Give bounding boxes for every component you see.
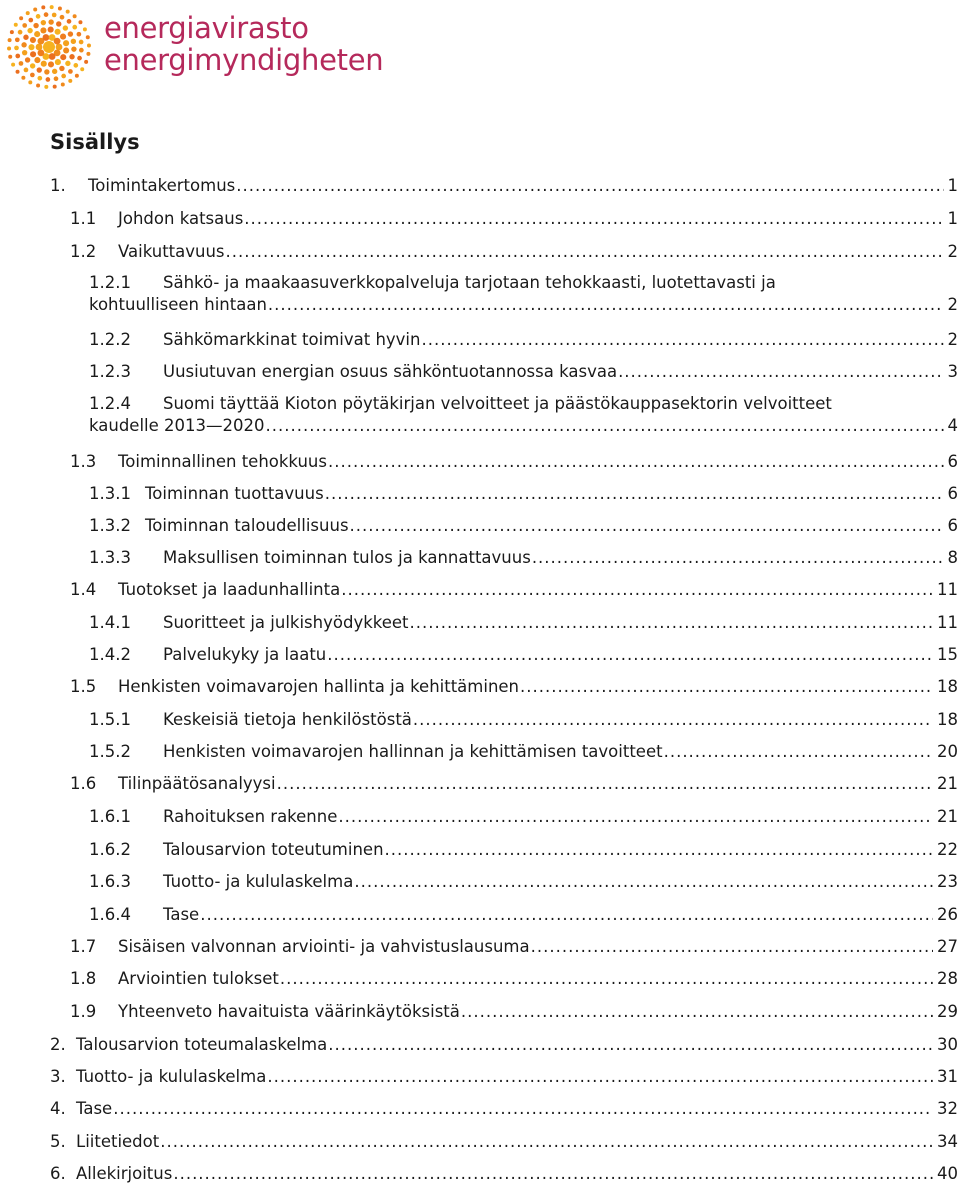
dot-leader bbox=[350, 515, 944, 537]
page-title: Sisällys bbox=[50, 130, 140, 154]
logo-line-1: energiavirasto bbox=[104, 11, 309, 45]
toc-entry-number: 3. bbox=[50, 1067, 66, 1086]
toc-entry[interactable] bbox=[50, 1131, 958, 1153]
dot-leader bbox=[410, 612, 933, 634]
toc-entry-page: 22 bbox=[937, 840, 958, 859]
dot-leader bbox=[385, 839, 933, 861]
toc-entry-page: 15 bbox=[937, 645, 958, 664]
toc-entry[interactable] bbox=[89, 709, 958, 731]
dot-leader bbox=[328, 451, 944, 473]
toc-entry-number: 1.3.1 bbox=[89, 484, 131, 503]
toc-entry[interactable] bbox=[89, 547, 958, 569]
toc-entry-number: 6. bbox=[50, 1164, 66, 1183]
toc-entry-number: 2. bbox=[50, 1035, 66, 1054]
toc-entry-continuation bbox=[89, 415, 958, 437]
toc-entry-page: 27 bbox=[937, 937, 958, 956]
dot-leader bbox=[244, 208, 943, 230]
toc-entry-title: Tase bbox=[76, 1099, 113, 1118]
toc-entry-number: 1.6.4 bbox=[89, 905, 131, 924]
toc-entry[interactable] bbox=[50, 1098, 958, 1120]
toc-entry-title: Henkisten voimavarojen hallinnan ja kehittämisen tavoitteet bbox=[163, 742, 663, 761]
toc-entry[interactable] bbox=[89, 806, 958, 828]
dot-leader bbox=[338, 806, 933, 828]
toc-entry-title: Sisäisen valvonnan arviointi- ja vahvistuslausuma bbox=[118, 937, 530, 956]
sun-icon bbox=[6, 4, 92, 90]
toc-entry-title: Palvelukyky ja laatu bbox=[163, 645, 327, 664]
toc-entry-page: 21 bbox=[937, 774, 958, 793]
toc-entry-title: Suoritteet ja julkishyödykkeet bbox=[163, 613, 409, 632]
toc-entry[interactable] bbox=[89, 515, 958, 537]
toc-entry-number: 1.5.2 bbox=[89, 742, 131, 761]
dot-leader bbox=[268, 294, 944, 316]
toc-entry[interactable] bbox=[89, 644, 958, 666]
toc-entry-number: 1.5.1 bbox=[89, 710, 131, 729]
toc-entry-number: 1.8 bbox=[70, 969, 97, 988]
toc-entry-number: 1.5 bbox=[70, 677, 97, 696]
toc-entry-title: Sähkö- ja maakaasuverkkopalveluja tarjotaan tehokkaasti, luotettavasti ja bbox=[163, 273, 776, 292]
dot-leader bbox=[173, 1163, 933, 1185]
toc-entry[interactable] bbox=[70, 1001, 958, 1023]
toc-entry-title: Yhteenveto havaituista väärinkäytöksistä bbox=[118, 1002, 460, 1021]
toc-entry-page: 2 bbox=[947, 295, 958, 314]
toc-entry-number: 1.2 bbox=[70, 242, 97, 261]
toc-entry-number: 1.9 bbox=[70, 1002, 97, 1021]
toc-entry-number: 1.2.2 bbox=[89, 330, 131, 349]
dot-leader bbox=[267, 1066, 933, 1088]
dot-leader bbox=[461, 1001, 933, 1023]
toc-entry-page: 34 bbox=[937, 1132, 958, 1151]
toc-entry[interactable] bbox=[70, 676, 958, 698]
toc-entry-page: 26 bbox=[937, 905, 958, 924]
toc-entry-page: 1 bbox=[947, 176, 958, 195]
toc-entry-number: 1.2.1 bbox=[89, 273, 131, 292]
toc-entry-line bbox=[89, 272, 958, 294]
toc-entry-title: Suomi täyttää Kioton pöytäkirjan velvoitteet ja päästökauppasektorin velvoitteet bbox=[163, 394, 832, 413]
toc-entry[interactable] bbox=[70, 579, 958, 601]
dot-leader bbox=[327, 644, 933, 666]
dot-leader bbox=[236, 175, 943, 197]
toc-entry[interactable] bbox=[70, 936, 958, 958]
dot-leader bbox=[277, 773, 933, 795]
toc-entry-continuation bbox=[89, 294, 958, 316]
toc-entry-title: Keskeisiä tietoja henkilöstöstä bbox=[163, 710, 412, 729]
toc-entry-page: 18 bbox=[937, 710, 958, 729]
toc-entry[interactable] bbox=[50, 1066, 958, 1088]
toc-entry-number: 1.3.3 bbox=[89, 548, 131, 567]
toc-entry-page: 40 bbox=[937, 1164, 958, 1183]
toc-entry-line bbox=[89, 393, 958, 415]
toc-entry-title: Tilinpäätösanalyysi bbox=[118, 774, 276, 793]
toc-entry-page: 21 bbox=[937, 807, 958, 826]
dot-leader bbox=[520, 676, 933, 698]
toc-entry-title: Arviointien tulokset bbox=[118, 969, 279, 988]
dot-leader bbox=[421, 329, 943, 351]
toc-entry-page: 6 bbox=[947, 452, 958, 471]
dot-leader bbox=[325, 483, 944, 505]
toc-entry-number: 1.6.2 bbox=[89, 840, 131, 859]
toc-entry-page: 23 bbox=[937, 872, 958, 891]
toc-entry-number: 4. bbox=[50, 1099, 66, 1118]
toc-entry-title: Tuotokset ja laadunhallinta bbox=[118, 580, 341, 599]
toc-entry-page: 30 bbox=[937, 1035, 958, 1054]
toc-entry-title-cont: kaudelle 2013—2020 bbox=[89, 416, 265, 435]
toc-entry-number: 1.4.1 bbox=[89, 613, 131, 632]
toc-entry-page: 6 bbox=[947, 516, 958, 535]
toc-entry-page: 1 bbox=[947, 209, 958, 228]
toc-entry-page: 6 bbox=[947, 484, 958, 503]
toc-entry[interactable] bbox=[89, 612, 958, 634]
toc-entry-number: 1.1 bbox=[70, 209, 97, 228]
toc-entry-page: 20 bbox=[937, 742, 958, 761]
toc-entry-title: Maksullisen toiminnan tulos ja kannattavuus bbox=[163, 548, 531, 567]
toc-entry-page: 11 bbox=[937, 613, 958, 632]
toc-entry-title: Johdon katsaus bbox=[118, 209, 244, 228]
toc-entry-title: Tase bbox=[163, 905, 200, 924]
toc-entry[interactable] bbox=[89, 904, 958, 926]
toc-entry[interactable] bbox=[70, 241, 958, 263]
toc-entry[interactable] bbox=[70, 208, 958, 230]
dot-leader bbox=[160, 1131, 933, 1153]
toc-entry-title: Tuotto- ja kululaskelma bbox=[163, 872, 354, 891]
toc-entry-page: 8 bbox=[947, 548, 958, 567]
header bbox=[6, 4, 426, 94]
dot-leader bbox=[664, 741, 933, 763]
toc-entry[interactable] bbox=[89, 393, 958, 437]
toc-entry[interactable] bbox=[70, 451, 958, 473]
toc-entry-number: 1.2.4 bbox=[89, 394, 131, 413]
logo-line-2: energimyndigheten bbox=[104, 43, 384, 77]
toc-entry-number: 1.4 bbox=[70, 580, 97, 599]
dot-leader bbox=[413, 709, 933, 731]
logo-wordmark bbox=[104, 12, 383, 76]
dot-leader bbox=[341, 579, 933, 601]
toc-entry[interactable] bbox=[89, 483, 958, 505]
toc-entry-page: 11 bbox=[937, 580, 958, 599]
toc-entry[interactable] bbox=[89, 741, 958, 763]
toc-entry[interactable] bbox=[50, 1034, 958, 1056]
toc-entry-page: 4 bbox=[947, 416, 958, 435]
toc-entry-title: Allekirjoitus bbox=[76, 1164, 173, 1183]
dot-leader bbox=[266, 415, 944, 437]
toc-entry[interactable] bbox=[70, 968, 958, 990]
toc-entry-number: 5. bbox=[50, 1132, 66, 1151]
toc-entry-page: 18 bbox=[937, 677, 958, 696]
dot-leader bbox=[328, 1034, 933, 1056]
dot-leader bbox=[113, 1098, 933, 1120]
toc-entry-title-cont: kohtuulliseen hintaan bbox=[89, 295, 267, 314]
toc-entry[interactable] bbox=[89, 871, 958, 893]
dot-leader bbox=[200, 904, 933, 926]
toc-entry-number: 1. bbox=[50, 176, 66, 195]
dot-leader bbox=[618, 361, 943, 383]
toc-entry-page: 31 bbox=[937, 1067, 958, 1086]
toc-entry-number: 1.2.3 bbox=[89, 362, 131, 381]
dot-leader bbox=[226, 241, 944, 263]
toc-entry-number: 1.6.1 bbox=[89, 807, 131, 826]
toc-entry-title: Rahoituksen rakenne bbox=[163, 807, 338, 826]
toc-entry[interactable] bbox=[89, 329, 958, 351]
toc-entry-title: Toimintakertomus bbox=[88, 176, 236, 195]
toc-entry[interactable] bbox=[50, 1163, 958, 1185]
toc-entry[interactable] bbox=[70, 773, 958, 795]
toc-entry-title: Talousarvion toteumalaskelma bbox=[76, 1035, 328, 1054]
toc-entry-title: Tuotto- ja kululaskelma bbox=[76, 1067, 267, 1086]
dot-leader bbox=[354, 871, 933, 893]
toc-entry-number: 1.7 bbox=[70, 937, 97, 956]
toc-entry-page: 29 bbox=[937, 1002, 958, 1021]
dot-leader bbox=[532, 547, 944, 569]
toc-entry-title: Uusiutuvan energian osuus sähköntuotannossa kasvaa bbox=[163, 362, 618, 381]
toc-entry-number: 1.3.2 bbox=[89, 516, 131, 535]
toc-entry[interactable] bbox=[89, 361, 958, 383]
dot-leader bbox=[280, 968, 933, 990]
toc-entry-title: Liitetiedot bbox=[76, 1132, 160, 1151]
toc-entry-number: 1.6 bbox=[70, 774, 97, 793]
toc-entry-number: 1.6.3 bbox=[89, 872, 131, 891]
toc-entry-title: Sähkömarkkinat toimivat hyvin bbox=[163, 330, 421, 349]
toc-entry-title: Vaikuttavuus bbox=[118, 242, 225, 261]
toc-entry-page: 28 bbox=[937, 969, 958, 988]
toc-entry[interactable] bbox=[50, 175, 958, 197]
toc-entry-page: 2 bbox=[947, 242, 958, 261]
toc-entry-page: 32 bbox=[937, 1099, 958, 1118]
toc-entry-page: 2 bbox=[947, 330, 958, 349]
toc-entry-title: Toiminnan tuottavuus bbox=[145, 484, 324, 503]
toc-entry-page: 3 bbox=[947, 362, 958, 381]
toc-entry-number: 1.3 bbox=[70, 452, 97, 471]
toc-entry-title: Talousarvion toteutuminen bbox=[163, 840, 384, 859]
toc-entry-number: 1.4.2 bbox=[89, 645, 131, 664]
toc-entry[interactable] bbox=[89, 839, 958, 861]
dot-leader bbox=[531, 936, 933, 958]
toc-entry[interactable] bbox=[89, 272, 958, 316]
toc-entry-title: Henkisten voimavarojen hallinta ja kehittäminen bbox=[118, 677, 520, 696]
toc-entry-title: Toiminnallinen tehokkuus bbox=[118, 452, 327, 471]
toc-entry-title: Toiminnan taloudellisuus bbox=[145, 516, 349, 535]
